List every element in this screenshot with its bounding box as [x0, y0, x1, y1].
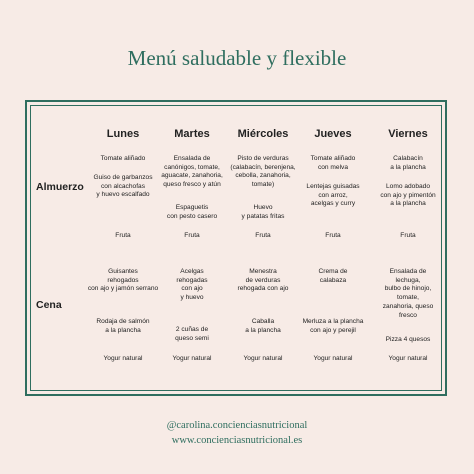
cena-martes-3: Yogur natural — [172, 355, 212, 362]
cena-jueves-1: Crema de calabaza — [318, 268, 348, 284]
day-header-lunes: Lunes — [106, 128, 140, 140]
page-title: Menú saludable y flexible — [127, 46, 347, 70]
cena-viernes-1: Ensalada de lechuga, bulbo de hinojo, tomate, zanahoria, queso fresco — [382, 268, 434, 319]
almuerzo-jueves-1: Tomate aliñado con melva — [310, 155, 356, 171]
almuerzo-martes-2: Espaguetis con pesto casero — [166, 204, 218, 220]
row-label-cena: Cena — [36, 299, 62, 311]
cena-miercoles-2: Caballa a la plancha — [245, 318, 281, 334]
almuerzo-miercoles-1: Pisto de verduras (calabacín, berenjena, cebolla, zanahoria, tomate) — [230, 155, 296, 189]
website-link[interactable]: www.concienciasnutricional.es — [171, 435, 303, 446]
day-header-jueves: Jueves — [314, 128, 352, 140]
cena-viernes-2: Pizza 4 quesos — [385, 336, 431, 343]
almuerzo-miercoles-3: Fruta — [255, 232, 271, 239]
almuerzo-viernes-1: Calabacín a la plancha — [390, 155, 426, 171]
cena-lunes-3: Yogur natural — [103, 355, 143, 362]
almuerzo-lunes-3: Fruta — [115, 232, 131, 239]
almuerzo-lunes-2: Guiso de garbanzos con alcachofas y huevo escalfado — [93, 174, 153, 199]
day-header-martes: Martes — [174, 128, 210, 140]
cena-miercoles-3: Yogur natural — [243, 355, 283, 362]
almuerzo-martes-3: Fruta — [184, 232, 200, 239]
cena-jueves-2: Merluza a la plancha con ajo y perejil — [302, 318, 364, 334]
cena-viernes-3: Yogur natural — [388, 355, 428, 362]
almuerzo-martes-1: Ensalada de canónigos, tomate, aguacate, zanahoria, queso fresco y atún — [161, 155, 223, 189]
almuerzo-miercoles-2: Huevo y patatas fritas — [241, 204, 285, 220]
cena-lunes-1: Guisantes rehogados con ajo y jamón serrano — [87, 268, 159, 293]
almuerzo-jueves-2: Lentejas guisadas con arroz, acelgas y curry — [306, 183, 360, 208]
cena-jueves-3: Yogur natural — [313, 355, 353, 362]
menu-table-frame — [25, 100, 447, 396]
cena-miercoles-1: Menestra de verduras rehogada con ajo — [237, 268, 289, 293]
row-label-almuerzo: Almuerzo — [36, 181, 84, 193]
almuerzo-viernes-3: Fruta — [400, 232, 416, 239]
almuerzo-jueves-3: Fruta — [325, 232, 341, 239]
menu-table-inner-border — [30, 105, 442, 391]
cena-lunes-2: Rodaja de salmón a la plancha — [96, 318, 150, 334]
cena-martes-2: 2 cuñas de queso semi — [175, 326, 209, 342]
almuerzo-lunes-1: Tomate aliñado — [100, 155, 146, 162]
instagram-handle[interactable]: @carolina.concienciasnutricional — [166, 420, 308, 431]
day-header-viernes: Viernes — [388, 128, 428, 140]
day-header-miercoles: Miércoles — [237, 128, 289, 140]
almuerzo-viernes-2: Lomo adobado con ajo y pimentón a la plancha — [380, 183, 436, 208]
cena-martes-1: Acelgas rehogadas con ajo y huevo — [176, 268, 208, 302]
